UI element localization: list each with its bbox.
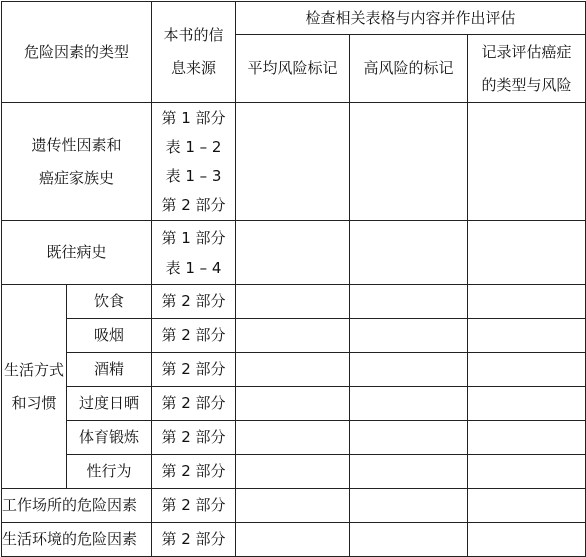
risk-assessment-table	[1, 1, 586, 557]
genetic-sources	[152, 103, 236, 221]
empty-cell	[236, 421, 350, 455]
environment-label: 生活环境的危险因素	[2, 523, 152, 557]
lifestyle-item-source: 第 2 部分	[152, 353, 236, 387]
history-source-1: 第 1 部分	[161, 228, 226, 247]
empty-cell	[236, 387, 350, 421]
empty-cell	[236, 489, 350, 523]
table-row	[2, 421, 586, 455]
empty-cell	[236, 319, 350, 353]
empty-cell	[468, 319, 586, 353]
lifestyle-item-label: 过度日晒	[67, 387, 152, 421]
lifestyle-item-label: 吸烟	[67, 319, 152, 353]
history-label-text: 既往病史	[46, 243, 107, 261]
header-record-line1: 记录评估癌症	[481, 42, 572, 61]
history-high-cell	[350, 221, 468, 285]
history-average-cell	[236, 221, 350, 285]
header-high-risk	[350, 35, 468, 103]
table-row	[2, 285, 586, 319]
workplace-label: 工作场所的危险因素	[2, 489, 152, 523]
genetic-source-1: 第 1 部分	[161, 108, 226, 127]
empty-cell	[350, 353, 468, 387]
genetic-high-cell	[350, 103, 468, 221]
table-row-workplace	[2, 489, 586, 523]
header-source	[152, 2, 236, 103]
lifestyle-item-source: 第 2 部分	[152, 285, 236, 319]
genetic-source-3: 表 1 – 3	[165, 166, 222, 185]
empty-cell	[236, 455, 350, 489]
table-row-genetic	[2, 103, 586, 221]
empty-cell	[350, 421, 468, 455]
header-source-line2: 息来源	[171, 59, 217, 77]
header-record	[468, 35, 586, 103]
history-source-2: 表 1 – 4	[165, 258, 222, 277]
header-source-line1: 本书的信	[163, 26, 224, 44]
empty-cell	[350, 489, 468, 523]
history-sources	[152, 221, 236, 285]
genetic-average-cell	[236, 103, 350, 221]
lifestyle-item-label: 体育锻炼	[67, 421, 152, 455]
header-average-risk-label: 平均风险标记	[247, 59, 338, 77]
header-check-group	[236, 2, 586, 35]
empty-cell	[468, 455, 586, 489]
empty-cell	[468, 387, 586, 421]
genetic-label	[2, 103, 152, 221]
empty-cell	[350, 387, 468, 421]
empty-cell	[350, 319, 468, 353]
lifestyle-item-source: 第 2 部分	[152, 455, 236, 489]
genetic-record-cell	[468, 103, 586, 221]
lifestyle-item-source: 第 2 部分	[152, 319, 236, 353]
empty-cell	[468, 523, 586, 557]
lifestyle-item-source: 第 2 部分	[152, 421, 236, 455]
empty-cell	[468, 421, 586, 455]
genetic-label-line2: 癌症家族史	[39, 168, 115, 187]
empty-cell	[468, 489, 586, 523]
lifestyle-item-source: 第 2 部分	[152, 387, 236, 421]
empty-cell	[236, 523, 350, 557]
table-row	[2, 353, 586, 387]
lifestyle-group-line2: 和习惯	[11, 393, 57, 412]
genetic-label-line1: 遗传性因素和	[31, 135, 122, 154]
genetic-source-4: 第 2 部分	[161, 195, 226, 214]
table-row-history	[2, 221, 586, 285]
header-check-group-label: 检查相关表格与内容并作出评估	[305, 9, 516, 27]
empty-cell	[468, 353, 586, 387]
header-record-line2: 的类型与风险	[481, 75, 572, 94]
genetic-source-2: 表 1 – 2	[165, 137, 222, 156]
table-row	[2, 387, 586, 421]
lifestyle-item-label: 酒精	[67, 353, 152, 387]
history-record-cell	[468, 221, 586, 285]
lifestyle-item-label: 饮食	[67, 285, 152, 319]
empty-cell	[350, 285, 468, 319]
lifestyle-item-label: 性行为	[67, 455, 152, 489]
header-average-risk	[236, 35, 350, 103]
empty-cell	[350, 523, 468, 557]
table-row-environment	[2, 523, 586, 557]
empty-cell	[350, 455, 468, 489]
environment-source: 第 2 部分	[152, 523, 236, 557]
empty-cell	[236, 285, 350, 319]
header-risk-type	[2, 2, 152, 103]
lifestyle-group-line1: 生活方式	[3, 360, 64, 379]
header-risk-type-label: 危险因素的类型	[24, 42, 130, 61]
table-row	[2, 455, 586, 489]
workplace-source: 第 2 部分	[152, 489, 236, 523]
lifestyle-group-label	[2, 285, 67, 489]
table-row	[2, 319, 586, 353]
empty-cell	[236, 353, 350, 387]
history-label	[2, 221, 152, 285]
header-high-risk-label: 高风险的标记	[363, 59, 454, 77]
empty-cell	[468, 285, 586, 319]
